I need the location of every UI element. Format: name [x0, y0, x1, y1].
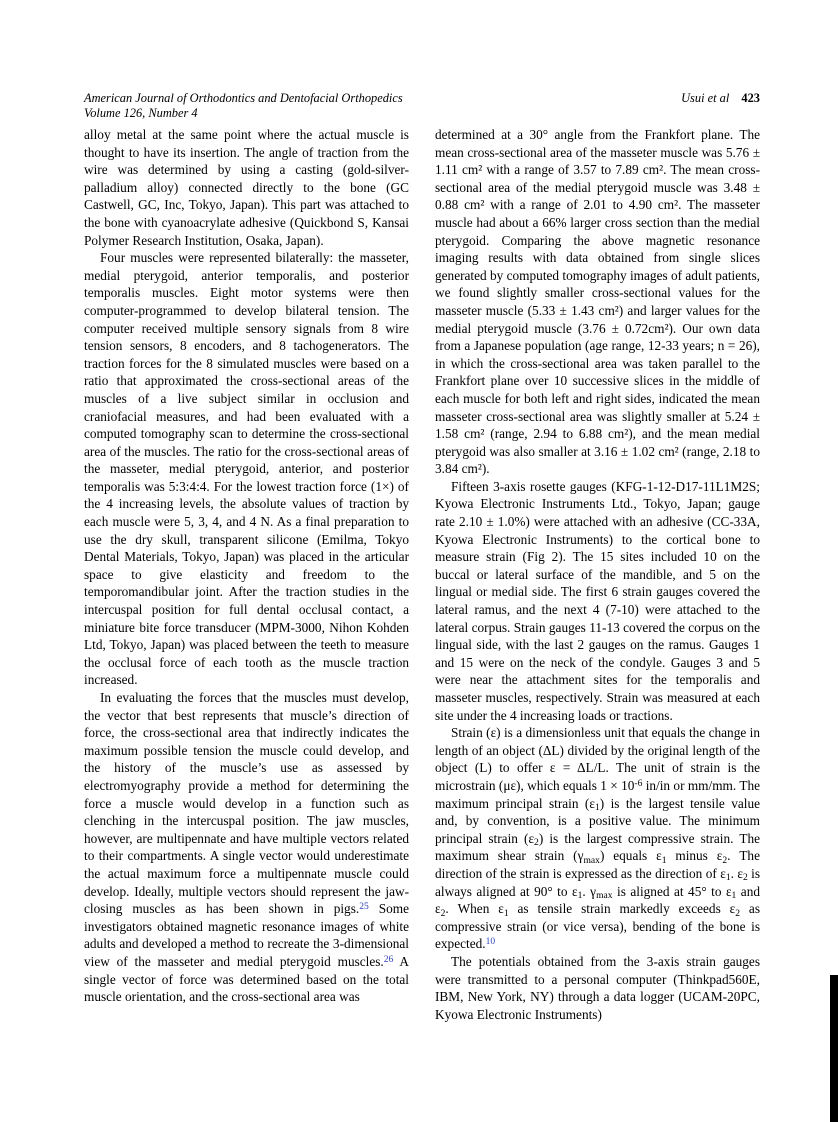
body-text: alloy metal at the same point where the actual muscle is thought to have its insertion. The angle of traction from the wire was determined by using a casting (gold-silver-palladium alloy) connected directly to the bone (GC Castwell, GC, Inc, Tokyo, Japan). This part was attached to the bone with cyanoacrylate adhesive (Quickbond S, Kansai Polymer Research Institution, Osaka, Japan). [84, 127, 409, 248]
subscript-text: 2 [735, 907, 741, 919]
subscript-text: 1 [731, 889, 737, 901]
citation-ref[interactable]: 10 [485, 936, 496, 948]
paragraph [435, 724, 760, 953]
body-text: ) is the largest tensile value and, by convention, is a positive value. The minimum principal strain (ε [435, 795, 760, 846]
page-header [84, 91, 760, 121]
journal-title: American Journal of Orthodontics and Dentofacial Orthopedics [84, 91, 403, 105]
page-number: 423 [741, 91, 760, 105]
body-text: . γ [582, 883, 597, 899]
citation-ref[interactable]: 26 [383, 953, 394, 965]
journal-info [84, 91, 403, 121]
paragraph [84, 126, 409, 249]
scan-artifact-bar [830, 975, 838, 1122]
body-text: and ε [435, 883, 761, 917]
subscript-text: 1 [661, 854, 667, 866]
body-text: Strain (ε) is a dimensionless unit that equals the change in length of an object (ΔL) divided by the original length of the object (L) to offer ε = ΔL/L. The unit of strain is the microstrain (με), which equals 1 × 10 [435, 725, 760, 793]
body-text: Fifteen 3-axis rosette gauges (KFG-1-12-D17-11L1M2S; Kyowa Electronic Instruments Ltd., Tokyo, Japan; gauge rate 2.10 ± 1.0%) were attached with an adhesive (CC-33A, Kyowa Electronic Instruments) to the cortical bone to measure strain (Fig 2). The 15 sites included 10 on the buccal or lateral surface of the mandible, and 5 on the lingual or medial side. The first 6 strain gauges covered the lateral ramus, and the next 4 (7-10) were attached to the lateral corpus. Strain gauges 11-13 covered the corpus on the lingual side, with the last 2 gauges on the ramus. Gauges 1 and 15 were on the neck of the condyle. Gauges 3 and 5 were near the attachment sites for the temporalis and masseter muscles, respectively. Strain was measured at each site under the 4 increasing loads or tractions. [435, 478, 760, 723]
citation-ref[interactable]: 25 [359, 900, 369, 912]
paragraph [435, 953, 760, 1023]
paragraph [435, 478, 760, 724]
subscript-text: 2 [534, 837, 539, 849]
body-text: is always aligned at 90° to ε [435, 865, 761, 899]
body-text: . ε [730, 865, 743, 881]
subscript-text: 2 [440, 907, 446, 919]
body-text: is aligned at 45° to ε [612, 883, 732, 899]
body-text: In evaluating the forces that the muscles must develop, the vector that best represents that muscle’s direction of force, the cross-sectional area that indirectly indicates the maximum possible tension the muscle could develop, and the history of the muscle’s use as assessed by electromyography provide a method for determining the force a muscle would develop in a function such as clenching in the intercuspal position. The jaw muscles, however, are multipennate and have multiple vectors related to their compartments. A single vector would underestimate the actual maximum force a multipennate muscle could develop. Ideally, multiple vectors should represent the jaw-closing muscles as has been shown in pigs. [84, 690, 409, 917]
subscript-text: 2 [722, 854, 728, 866]
body-text: . The direction of the strain is expressed as the direction of ε [435, 848, 760, 881]
subscript-text: 2 [742, 872, 748, 884]
paragraph [84, 689, 409, 1006]
body-text: . When ε [445, 901, 504, 917]
body-text: in/in or mm/mm. The maximum principal strain (ε [435, 777, 760, 811]
journal-volume: Volume 126, Number 4 [84, 106, 198, 121]
subscript-text: 1 [503, 907, 509, 919]
body-text: Some investigators obtained magnetic resonance images of white adults and developed a method to recreate the 3-dimensional view of the masseter and medial pterygoid muscles. [84, 901, 409, 969]
running-head [681, 91, 760, 106]
body-text: Four muscles were represented bilaterally: the masseter, medial pterygoid, anterior temporalis, and posterior temporalis muscles. Eight motor systems were then computer-programmed to develop bilateral tension. The computer received multiple sensory signals from 8 wire tension sensors, 8 encoders, and 8 tachogenerators. The traction forces for the 8 simulated muscles were based on a ratio that approximated the cross-sectional areas of the muscles of a live subject similar in occlusion and craniofacial measures, and had been evaluated with a computed tomography scan to determine the cross-sectional area of the muscles. The ratio for the cross-sectional areas of the masseter, medial pterygoid, anterior, and posterior temporalis was 5:3:4:4. For the lowest traction force (1×) of the 4 increasing levels, the absolute values of traction by each muscle were 5, 3, 4, and 4 N. As a final preparation to use the dry skull, transparent silicone (Emilma, Tokyo Dental Materials, Tokyo, Japan) was placed in the articular space to give elasticity and freedom to the temporomandibular joint. After the traction studies in the intercuspal position for full dental occlusal contact, a miniature bite force transducer (MPM-3000, Nihon Kohden Ltd, Tokyo, Japan) was placed between the teeth to measure the occlusal force of each tooth as the muscle traction increased. [84, 250, 409, 688]
subscript-text: 1 [725, 872, 731, 884]
body-text: as tensile strain markedly exceeds ε [508, 901, 736, 917]
superscript-text: -6 [634, 777, 643, 789]
paragraph [84, 249, 409, 689]
left-column [84, 126, 409, 1023]
running-head-authors: Usui et al [681, 91, 730, 105]
body-text: ) is the largest compressive strain. The maximum shear strain (γ [435, 830, 761, 864]
subscript-text: max [583, 854, 600, 866]
body-text: ) equals ε [599, 848, 662, 864]
right-column [435, 126, 760, 1023]
body-text: determined at a 30° angle from the Frankfort plane. The mean cross-sectional area of the masseter muscle was 5.76 ± 1.11 cm² with a range of 3.57 to 7.89 cm². The mean cross-sectional area of the medial pterygoid muscle was 3.48 ± 0.88 cm² with a range of 2.01 to 4.90 cm². The masseter muscle had about a 66% larger cross section than the medial pterygoid. Comparing the above magnetic resonance imaging results with data obtained from single slices generated by computed tomography images of adult patients, we found slightly smaller cross-sectional values for the masseter muscle (5.33 ± 1.43 cm²) and larger values for the medial pterygoid muscle (3.76 ± 0.72cm²). Our own data from a Japanese population (age range, 12-33 years; n = 26), in which the cross-sectional area was taken parallel to the Frankfort plane over 10 successive slices in the middle of each muscle for both left and right sides, indicated the mean masseter cross-sectional area was slightly smaller at 5.24 ± 1.58 cm² (range, 2.94 to 6.88 cm²), and the mean medial pterygoid was also smaller at 3.16 ± 1.02 cm² (range, 2.18 to 3.84 cm²). [435, 127, 760, 477]
subscript-text: max [596, 889, 613, 901]
subscript-text: 1 [577, 889, 583, 901]
article-body [84, 126, 760, 1023]
paragraph [435, 126, 760, 478]
body-text: minus ε [666, 848, 723, 864]
body-text: A single vector of force was determined based on the total muscle orientation, and the cross-sectional area was [84, 953, 409, 1005]
subscript-text: 1 [594, 801, 600, 813]
body-text: as compressive strain (or vice versa), bending of the bone is expected. [435, 901, 760, 952]
body-text: The potentials obtained from the 3-axis strain gauges were transmitted to a personal computer (Thinkpad560E, IBM, New York, NY) through a data logger (UCAM-20PC, Kyowa Electronic Instruments) [435, 953, 760, 1022]
